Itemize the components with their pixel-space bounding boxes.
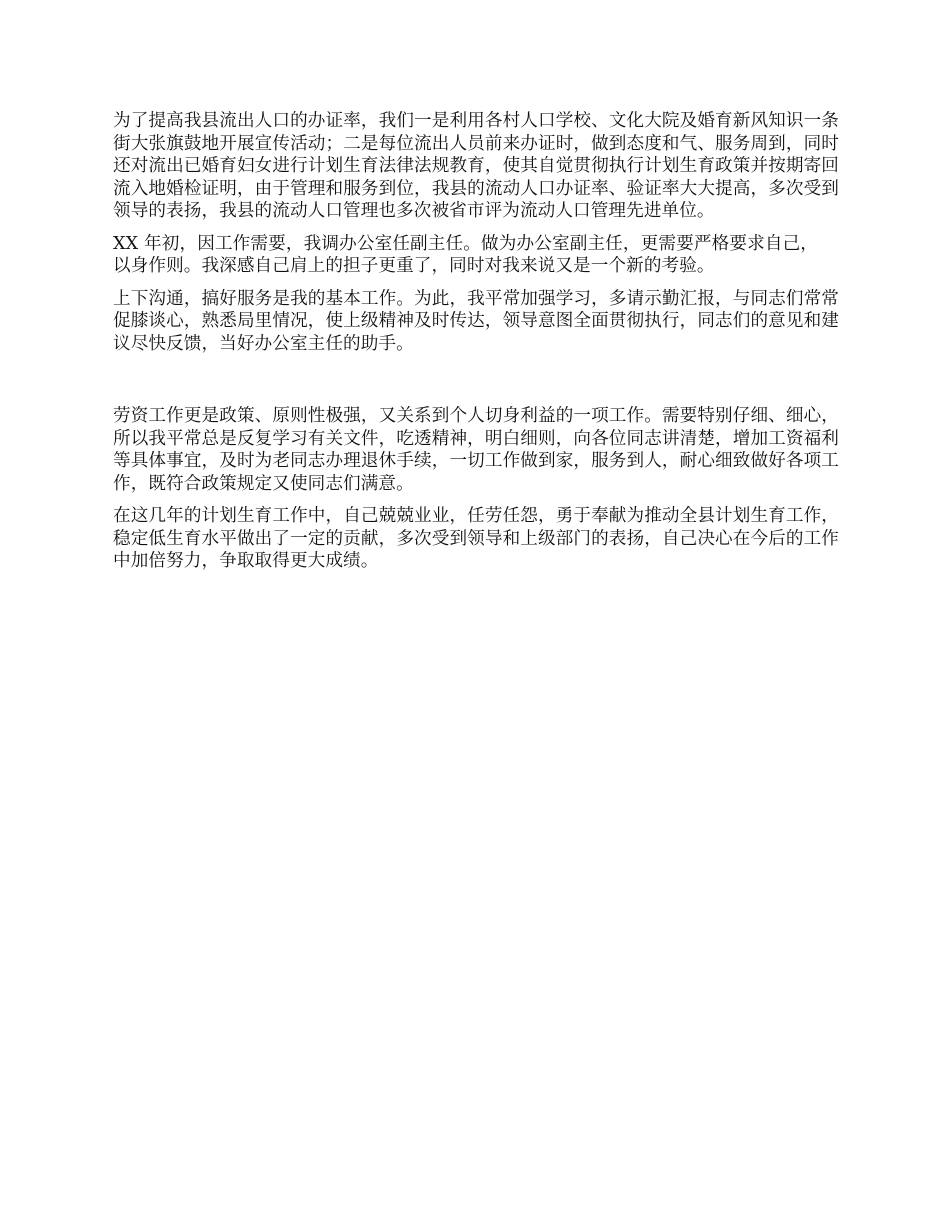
paragraph-office-appointment: XX 年初，因工作需要，我调办公室任副主任。做为办公室副主任，更需要严格要求自己，以身作则。我深感自己肩上的担子更重了，同时对我来说又是一个新的考验。 <box>113 233 818 276</box>
document-page <box>113 110 839 583</box>
paragraph-migrant-population: 为了提高我县流出人口的办证率，我们一是利用各村人口学校、文化大院及婚育新风知识一条街大张旗鼓地开展宣传活动；二是每位流出人员前来办证时，做到态度和气、服务周到，同时还对流出已婚育妇女进行计划生育法律法规教育，使其自觉贯彻执行计划生育政策并按期寄回流入地婚检证明，由于管理和服务到位，我县的流动人口办证率、验证率大大提高，多次受到领导的表扬，我县的流动人口管理也多次被省市评为流动人口管理先进单位。 <box>113 111 839 221</box>
paragraph-communication-service: 上下沟通，搞好服务是我的基本工作。为此，我平常加强学习，多请示勤汇报，与同志们常常促膝谈心，熟悉局里情况，使上级精神及时传达，领导意图全面贯彻执行，同志们的意见和建议尽快反馈，当好办公室主任的助手。 <box>113 288 839 354</box>
paragraph-labor-wages: 劳资工作更是政策、原则性极强，又关系到个人切身利益的一项工作。需要特别仔细、细心，所以我平常总是反复学习有关文件，吃透精神，明白细则，向各位同志讲清楚，增加工资福利等具体事宜，及时为老同志办理退休手续，一切工作做到家，服务到人，耐心细致做好各项工作，既符合政策规定又使同志们满意。 <box>113 406 839 494</box>
paragraph-conclusion: 在这几年的计划生育工作中，自己兢兢业业，任劳任怨，勇于奉献为推动全县计划生育工作，稳定低生育水平做出了一定的贡献，多次受到领导和上级部门的表扬，自己决心在今后的工作中加倍努力，争取取得更大成绩。 <box>113 506 839 571</box>
paragraph-gap <box>113 365 839 405</box>
